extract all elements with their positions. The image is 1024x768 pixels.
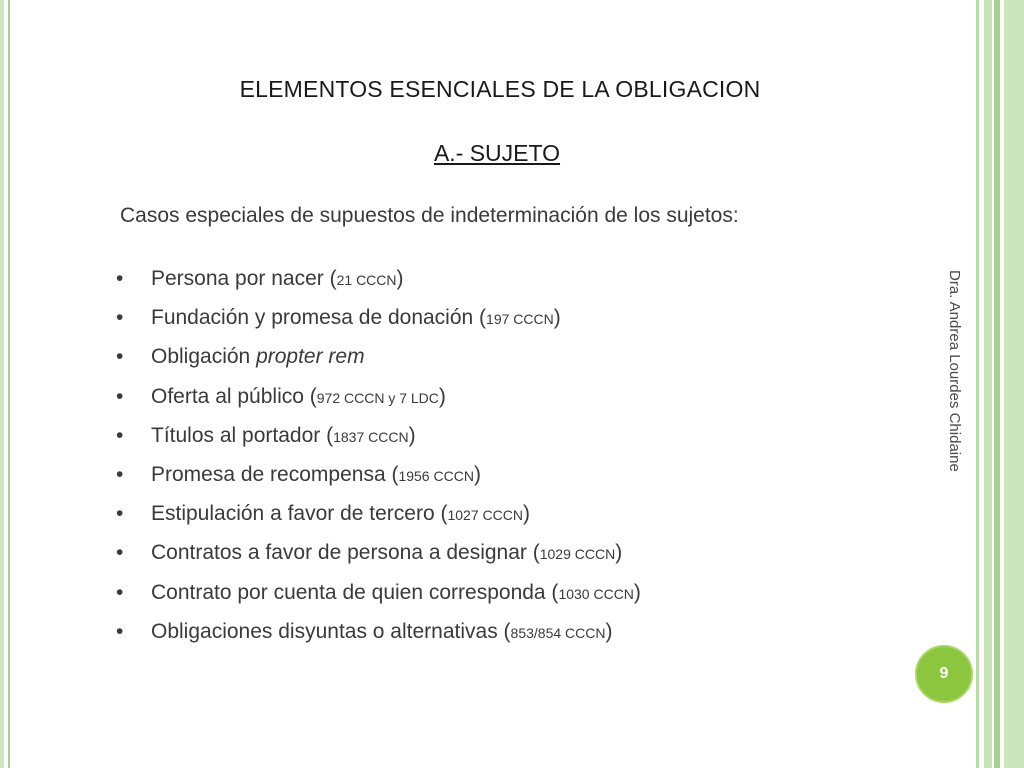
- slide-title: ELEMENTOS ESENCIALES DE LA OBLIGACION: [239, 76, 761, 102]
- item-close: ): [396, 267, 404, 290]
- item-close: ): [438, 384, 446, 408]
- bullet-dot: •: [116, 462, 124, 486]
- right-decorative-stripe-2: [984, 0, 992, 768]
- item-text: Contratos a favor de persona a designar (: [151, 541, 540, 565]
- item-reference: 1956 CCCN: [398, 467, 474, 484]
- item-close: ): [522, 502, 530, 526]
- bullet-dot: •: [116, 541, 124, 565]
- item-close: ): [605, 619, 613, 643]
- bullet-dot: •: [116, 580, 124, 604]
- item-close: ): [473, 462, 481, 486]
- bullet-dot: •: [116, 502, 124, 526]
- item-close: ): [633, 580, 641, 604]
- item-text: Obligación: [151, 345, 257, 369]
- list-item: [116, 416, 641, 455]
- left-decorative-stripe-thin: [8, 0, 10, 768]
- page-number-badge: 9: [915, 645, 973, 703]
- bullet-dot: •: [116, 306, 124, 330]
- item-close: ): [408, 423, 416, 447]
- slide-subtitle: A.- SUJETO: [433, 140, 561, 166]
- bullet-dot: •: [116, 345, 124, 369]
- list-item: [116, 533, 641, 572]
- bullet-dot: •: [116, 619, 124, 643]
- left-decorative-stripe: [0, 0, 4, 768]
- list-item: [116, 259, 641, 298]
- right-decorative-stripe-4: [1004, 0, 1024, 768]
- right-decorative-stripe-1: [976, 0, 979, 768]
- list-item: [116, 573, 641, 612]
- item-text: Títulos al portador (: [151, 423, 334, 447]
- list-item: [116, 377, 641, 416]
- bullet-dot: •: [116, 423, 124, 447]
- item-reference: 1030 CCCN: [558, 585, 634, 602]
- bullet-list: [116, 259, 641, 651]
- item-text: Promesa de recompensa (: [151, 462, 399, 486]
- list-item: [116, 494, 641, 533]
- intro-text: Casos especiales de supuestos de indeterminación de los sujetos:: [120, 204, 739, 227]
- item-text: Persona por nacer (: [151, 267, 337, 290]
- item-reference: 1029 CCCN: [539, 546, 616, 563]
- item-close: ): [615, 541, 623, 565]
- author-label: Dra. Andrea Lourdes Chidaine: [946, 270, 963, 472]
- item-reference: 853/854 CCCN: [510, 624, 606, 641]
- item-reference: 1837 CCCN: [333, 428, 409, 445]
- item-text: Contrato por cuenta de quien corresponda (: [151, 580, 559, 604]
- item-italic-text: propter rem: [256, 345, 365, 369]
- right-decorative-stripe-3: [994, 0, 1000, 768]
- item-text: Obligaciones disyuntas o alternativas (: [151, 619, 511, 643]
- list-item: [116, 455, 641, 494]
- list-item: [116, 298, 641, 337]
- bullet-dot: •: [116, 384, 124, 408]
- item-text: Oferta al público (: [151, 384, 317, 408]
- item-text: Estipulación a favor de tercero (: [151, 502, 448, 526]
- item-reference: 972 CCCN y 7 LDC: [316, 389, 439, 406]
- list-item: [116, 337, 641, 376]
- item-reference: 1027 CCCN: [447, 507, 523, 524]
- item-reference: 21 CCCN: [336, 272, 397, 288]
- item-text: Fundación y promesa de donación (: [151, 306, 487, 330]
- bullet-dot: •: [116, 267, 124, 290]
- item-close: ): [553, 306, 561, 330]
- item-reference: 197 CCCN: [486, 311, 554, 328]
- list-item: [116, 612, 641, 651]
